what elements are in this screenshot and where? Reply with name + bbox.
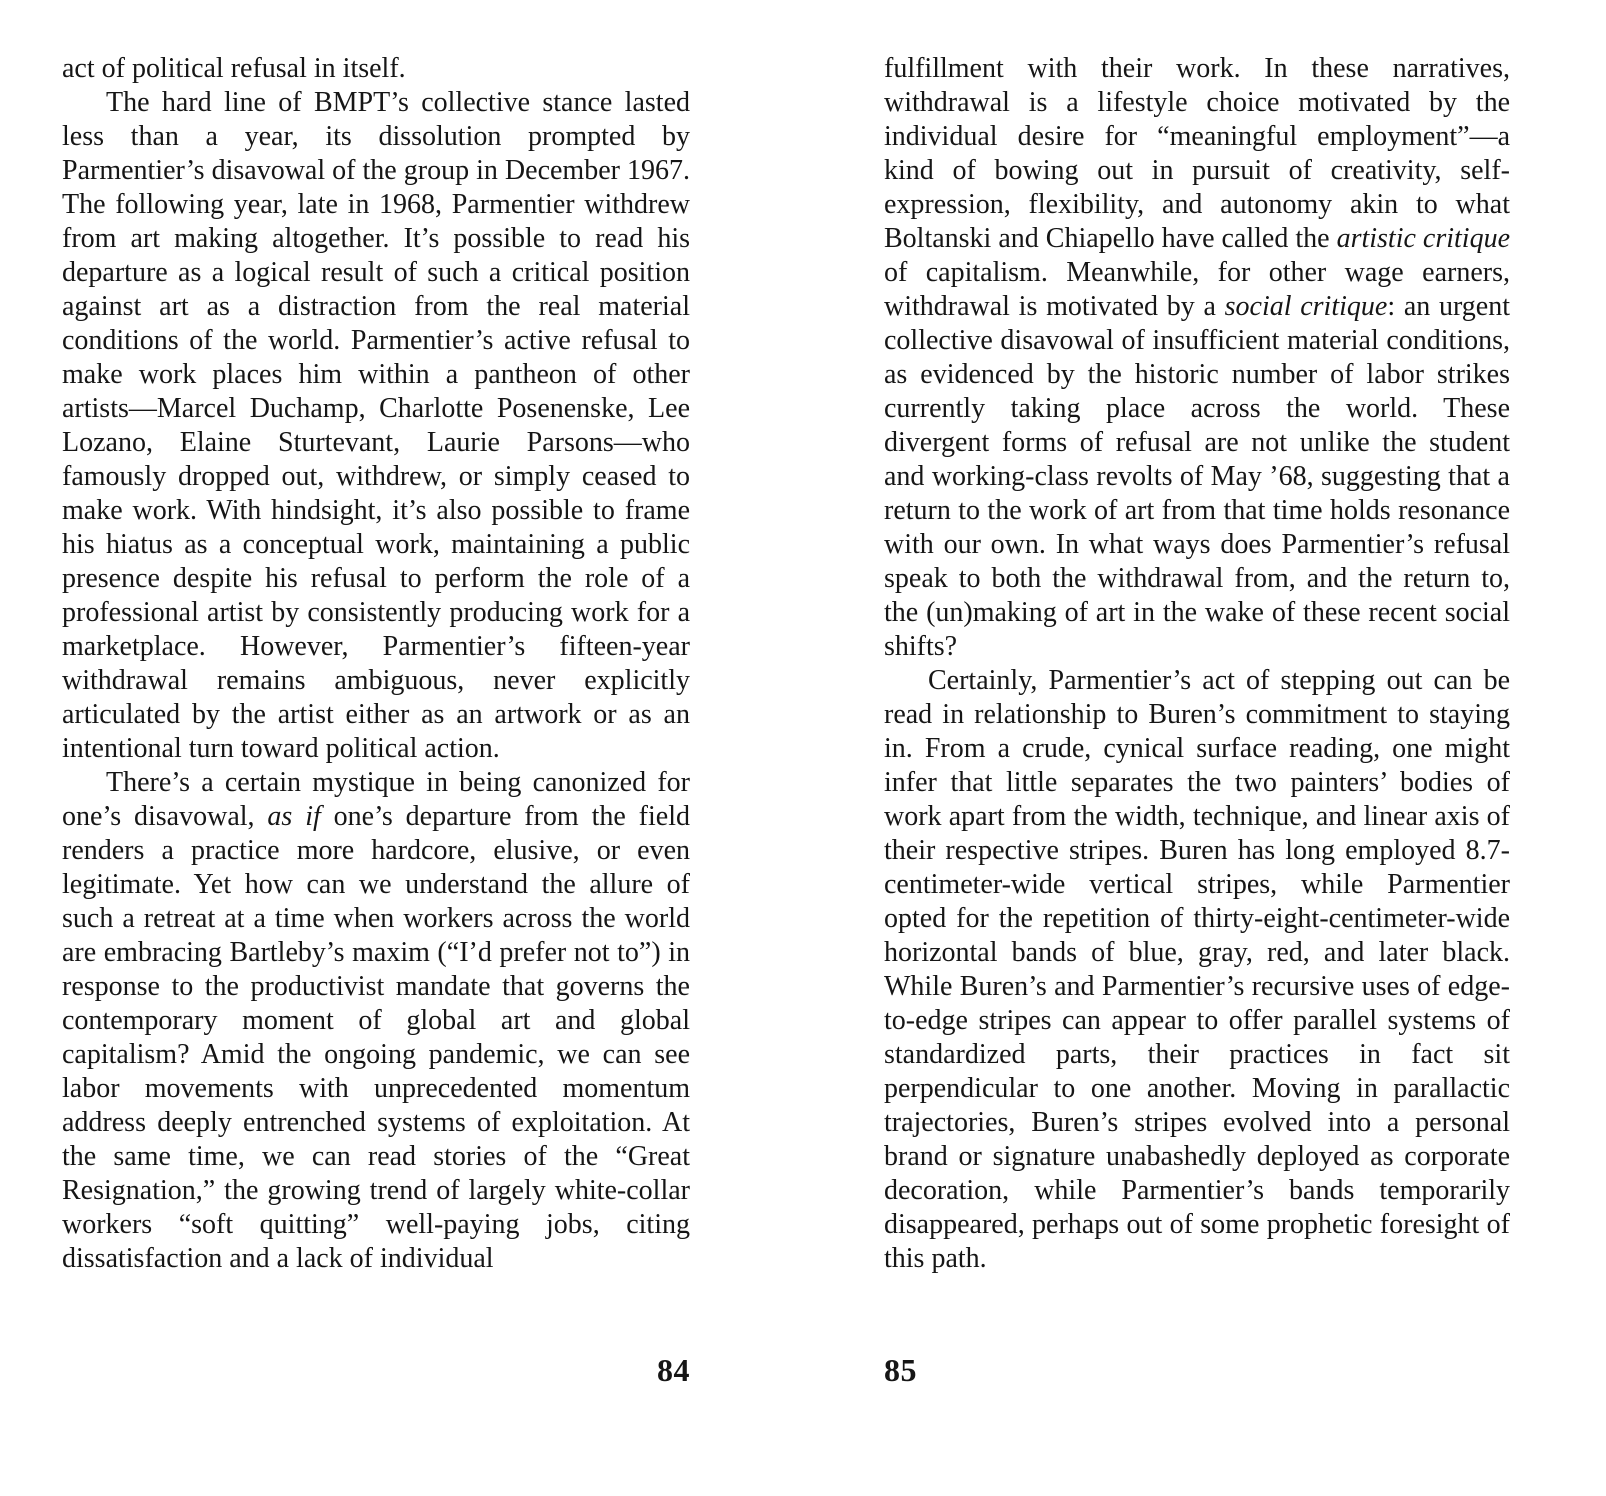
italic-text-run: social critique — [1224, 291, 1388, 322]
paragraph — [884, 664, 1510, 1276]
text-run: of capitalism. Meanwhile, for other wage earners, withdrawal is motivated by a — [884, 257, 1510, 322]
page-85-number: 85 — [884, 1352, 917, 1388]
text-run: There’s a certain mystique in being canonized for one’s disavowal, — [62, 767, 690, 832]
text-run: The hard line of BMPT’s collective stance lasted less than a year, its dissolution prompted by Parmentier’s disavowal of the group in December 1967. The following year, late in 1968, Parmentier withdrew from art making altogether. It’s possible to read his departure as a logical result of such a critical position against art as a distraction from the real material conditions of the world. Parmentier’s active refusal to make work places him within a pantheon of other artists—Marcel Duchamp, Charlotte Posenenske, Lee Lozano, Elaine Sturtevant, Laurie Parsons—who famously dropped out, withdrew, or simply ceased to make work. With hindsight, it’s also possible to frame his hiatus as a conceptual work, maintaining a public presence despite his refusal to perform the role of a professional artist by consistently producing work for a marketplace. However, Parmentier’s fifteen-year withdrawal remains ambiguous, never explicitly articulated by the artist either as an artwork or as an intentional turn toward political action. — [62, 87, 690, 764]
page-84-number: 84 — [657, 1352, 690, 1388]
text-run: one’s departure from the field renders a practice more hardcore, elusive, or even legitimate. Yet how can we understand the allure of such a retreat at a time when workers across the world are embracing Bartleby’s maxim (“I’d prefer not to”) in response to the productivist mandate that governs the contemporary moment of global art and global capitalism? Amid the ongoing pandemic, we can see labor movements with unprecedented momentum address deeply entrenched systems of exploitation. At the same time, we can read stories of the “Great Resignation,” the growing trend of largely white-collar workers “soft quitting” well-paying jobs, citing dissatisfaction and a lack of individual — [62, 801, 690, 1274]
page-85-text — [884, 0, 1510, 1276]
page-84 — [62, 0, 690, 1496]
text-run: fulfillment with their work. In these narratives, withdrawal is a lifestyle choice motivated by the individual desire for “meaningful employment”—a kind of bowing out in pursuit of creativity, self-expression, flexibility, and autonomy akin to what Boltanski and Chiapello have called the — [884, 53, 1510, 254]
italic-text-run: as if — [267, 801, 321, 832]
paragraph — [884, 52, 1510, 664]
page-84-text — [62, 0, 690, 1276]
text-run: Certainly, Parmentier’s act of stepping out can be read in relationship to Buren’s commitment to staying in. From a crude, cynical surface reading, one might infer that little separates the two painters’ bodies of work apart from the width, technique, and linear axis of their respective stripes. Buren has long employed 8.7-centimeter-wide vertical stripes, while Parmentier opted for the repetition of thirty-eight-centimeter-wide horizontal bands of blue, gray, red, and later black. While Buren’s and Parmentier’s recursive uses of edge-to-edge stripes can appear to offer parallel systems of standardized parts, their practices in fact sit perpendicular to one another. Moving in parallactic trajectories, Buren’s stripes evolved into a personal brand or signature unabashedly deployed as corporate decoration, while Parmentier’s bands temporarily disappeared, perhaps out of some prophetic foresight of this path. — [884, 665, 1510, 1274]
text-run: act of political refusal in itself. — [62, 53, 406, 84]
paragraph — [62, 52, 690, 86]
paragraph — [62, 766, 690, 1276]
page-85 — [884, 0, 1510, 1496]
text-run: : an urgent collective disavowal of insufficient material conditions, as evidenced by the historic number of labor strikes currently taking place across the world. These divergent forms of refusal are not unlike the student and working-class revolts of May ’68, suggesting that a return to the work of art from that time holds resonance with our own. In what ways does Parmentier’s refusal speak to both the withdrawal from, and the return to, the (un)making of art in the wake of these recent social shifts? — [884, 291, 1510, 662]
paragraph — [62, 86, 690, 766]
italic-text-run: artistic critique — [1336, 223, 1510, 254]
